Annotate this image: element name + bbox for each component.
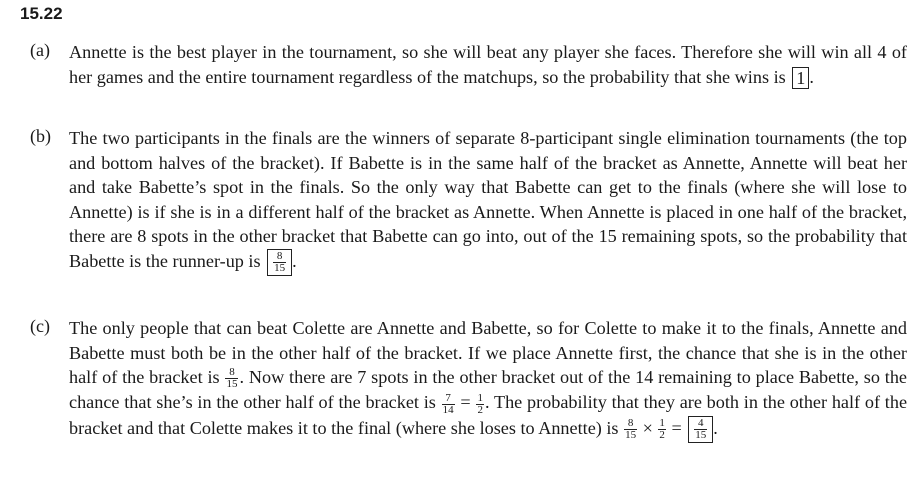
part-b-body: The two participants in the finals are the winners of separate 8-participant single elimination tournaments (the top and bottom halves of the bracket). If Babette is in the same half of the bracket as Annette, Annette will beat her and take Babette’s spot in the finals. So the only way that Babette can get to the finals (where she will lose to Annette) is if she is in a different half of the bracket as Annette. When Annette is placed in one half of the bracket, there are 8 spots in the other bracket that Babette can go into, out of the 15 remaining spots, so the probability that Babette is the runner-up is xyxy=(69,128,907,271)
part-b-answer-fraction xyxy=(273,251,286,274)
problem-number: 15.22 xyxy=(20,4,63,23)
fraction-denominator: 2 xyxy=(477,403,483,416)
part-b-label: (b) xyxy=(30,126,51,146)
part-c-body-2: . Now there are 7 spots in the other bracket out of the 14 remaining to place Babette, so the chance that she’s in the other half of the bracket is xyxy=(69,367,908,413)
part-a-text xyxy=(69,40,907,89)
fraction-numerator: 4 xyxy=(694,418,707,430)
part-a-body: Annette is the best player in the tournament, so she will beat any player she faces. Therefore she will win all 4 of her games and the entire tournament regardless of the matchups, so the probability that she wins is xyxy=(69,42,907,87)
part-c-text xyxy=(69,316,907,443)
fraction-denominator: 15 xyxy=(226,378,238,391)
fraction-1-2-b xyxy=(658,418,666,441)
equals-sign: = xyxy=(460,392,471,413)
fraction-numerator: 1 xyxy=(659,416,665,429)
fraction-7-14 xyxy=(442,393,455,416)
part-a-label: (a) xyxy=(30,40,50,60)
part-c-period: . xyxy=(713,417,718,438)
part-b-period: . xyxy=(292,250,297,271)
fraction-numerator: 8 xyxy=(273,251,286,263)
fraction-8-15 xyxy=(225,367,238,390)
fraction-numerator: 8 xyxy=(624,418,637,430)
part-c-answer-box xyxy=(688,416,713,443)
part-c-label: (c) xyxy=(30,316,50,336)
fraction-numerator: 1 xyxy=(477,391,483,404)
fraction-denominator: 15 xyxy=(274,261,286,274)
part-a-period: . xyxy=(809,66,814,87)
fraction-denominator: 15 xyxy=(625,428,637,441)
fraction-8-15-b xyxy=(624,418,637,441)
part-a-answer-box: 1 xyxy=(792,67,809,89)
fraction-numerator: 8 xyxy=(225,367,238,379)
fraction-numerator: 7 xyxy=(442,393,455,405)
fraction-1-2 xyxy=(476,393,484,416)
times-sign: × xyxy=(642,417,653,438)
part-c-body-3: . The probability that they are both in the other half of the bracket and that Colette makes it to the final (where she loses to Annette) is xyxy=(69,392,908,438)
part-b-text xyxy=(69,126,907,276)
fraction-denominator: 15 xyxy=(695,428,707,441)
part-c-answer-fraction xyxy=(694,418,707,441)
equals-sign-2: = xyxy=(671,417,682,438)
fraction-denominator: 14 xyxy=(442,403,454,416)
part-b-answer-box xyxy=(267,249,292,276)
part-c-body-1: The only people that can beat Colette are Annette and Babette, so for Colette to make it to the finals, Annette and Babette must both be in the other half of the bracket. If we place Annette first, the chance that she is in the other half of the bracket is xyxy=(69,318,907,387)
fraction-denominator: 2 xyxy=(659,428,665,441)
